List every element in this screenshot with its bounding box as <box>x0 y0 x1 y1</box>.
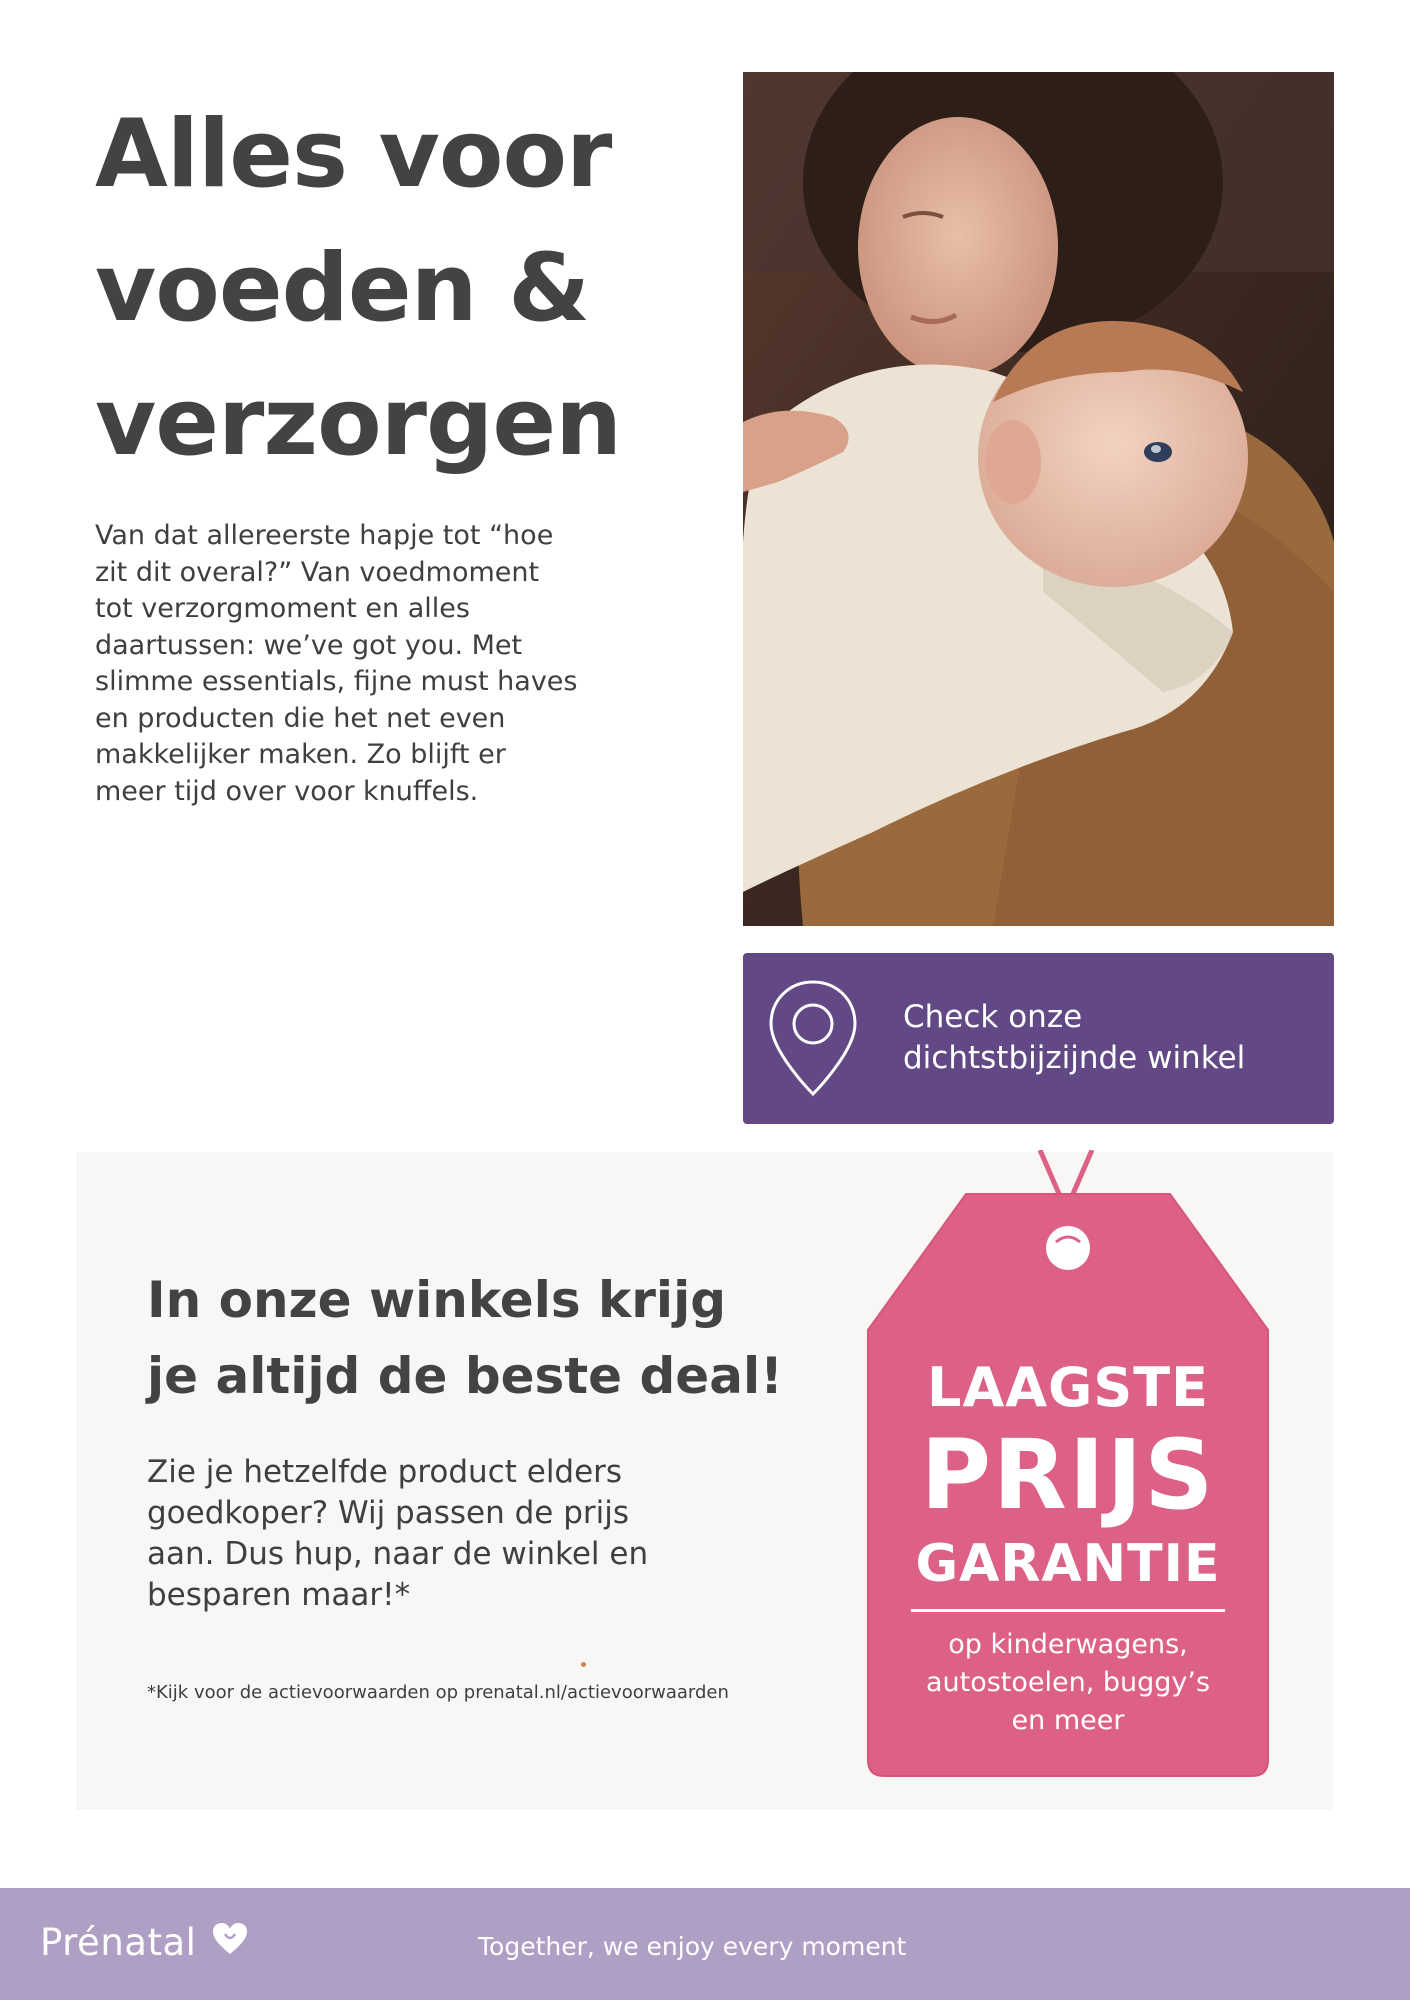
headline-line: voeden & <box>95 234 590 343</box>
tag-sub-line: op kinderwagens, <box>948 1629 1188 1660</box>
photo-illustration <box>743 72 1334 926</box>
footer-tagline: Together, we enjoy every moment <box>478 1932 907 1961</box>
intro-line: tot verzorgmoment en alles <box>95 593 470 624</box>
location-pin-icon <box>767 978 859 1098</box>
store-cta-line: dichtstbijzijnde winkel <box>903 1040 1246 1076</box>
intro-line: zit dit overal?” Van voedmoment <box>95 556 540 588</box>
tag-sub-line: autostoelen, buggy’s <box>925 1667 1211 1698</box>
brand-logo-text: Prénatal <box>40 1921 197 1964</box>
headline-line: verzorgen <box>95 368 621 477</box>
decorative-dot <box>581 1662 586 1667</box>
lowest-price-tag <box>866 1150 1270 1780</box>
terms-footnote: *Kijk voor de actievoorwaarden op prenatal.nl/actievoorwaarden <box>147 1682 729 1703</box>
intro-line: Van dat allereerste hapje tot “hoe <box>95 520 554 551</box>
nearest-store-button[interactable] <box>743 953 1334 1124</box>
deal-text-line: besparen maar!* <box>147 1577 411 1613</box>
intro-paragraph <box>95 518 655 810</box>
deal-text-line: Zie je hetzelfde product elders <box>147 1454 623 1490</box>
intro-line: daartussen: we’ve got you. Met <box>95 629 523 661</box>
tag-line-prijs: PRIJS <box>920 1419 1216 1531</box>
mother-baby-photo <box>743 72 1334 926</box>
store-cta-label <box>903 997 1323 1079</box>
intro-line: meer tijd over voor knuffels. <box>95 775 479 807</box>
heart-logo-icon <box>212 1922 248 1956</box>
footer-bar <box>0 1888 1410 2000</box>
deal-title-line: je altijd de beste deal! <box>147 1347 783 1405</box>
deal-title-line: In onze winkels krijg <box>147 1271 727 1329</box>
headline-line: Alles voor <box>95 100 612 209</box>
deal-text <box>147 1452 707 1616</box>
page-headline <box>95 88 715 490</box>
tag-line-laagste: LAAGSTE <box>927 1356 1209 1419</box>
tag-sub-line: en meer <box>1011 1705 1125 1736</box>
tag-line-garantie: GARANTIE <box>915 1534 1221 1594</box>
intro-line: makkelijker maken. Zo blijft er <box>95 739 506 770</box>
intro-line: slimme essentials, fijne must haves <box>95 666 578 697</box>
tag-divider <box>911 1609 1225 1612</box>
store-cta-line: Check onze <box>903 999 1083 1035</box>
tag-subtext <box>866 1626 1270 1740</box>
deal-title <box>147 1262 827 1414</box>
intro-line: en producten die het net even <box>95 702 506 734</box>
deal-text-line: goedkoper? Wij passen de prijs <box>147 1495 630 1531</box>
deal-text-line: aan. Dus hup, naar de winkel en <box>147 1536 649 1572</box>
